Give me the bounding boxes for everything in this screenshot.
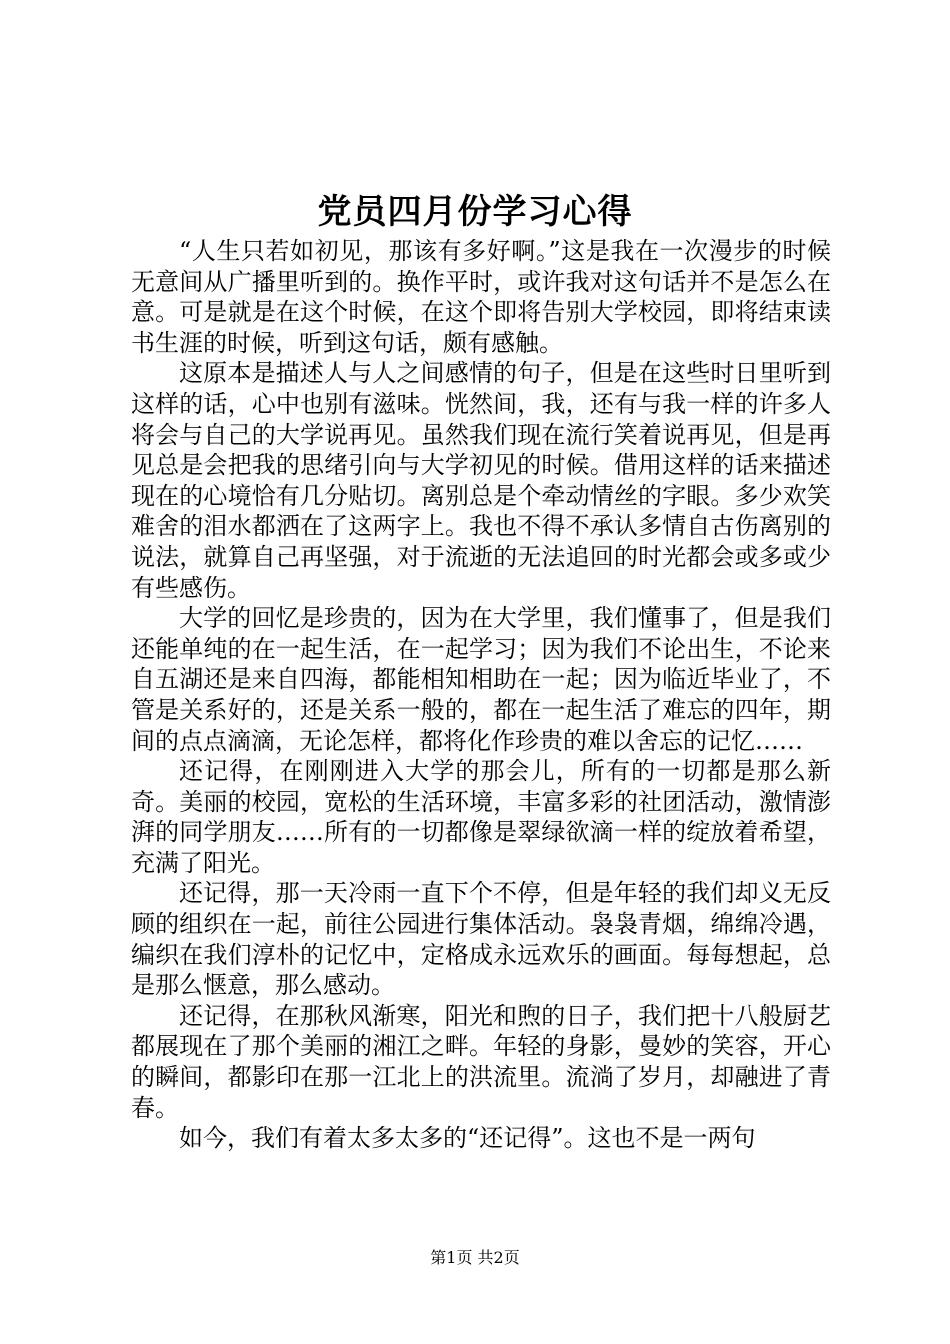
- paragraph: 还记得，在刚刚进入大学的那会儿，所有的一切都是那么新奇。美丽的校园，宽松的生活环境，丰富多彩的社团活动，激情澎湃的同学朋友……所有的一切都像是翠绿欲滴一样的绽放着希望，充满了阳光。: [131, 757, 831, 877]
- document-body: [131, 236, 831, 1154]
- paragraph: “人生只若如初见，那该有多好啊。”这是我在一次漫步的时候无意间从广播里听到的。换作平时，或许我对这句话并不是怎么在意。可是就是在这个时候，在这个即将告别大学校园，即将结束读书生涯的时候，听到这句话，颇有感触。: [131, 237, 831, 357]
- document-title: 党员四月份学习心得: [317, 192, 633, 232]
- page-footer: 第1页 共2页: [430, 1248, 520, 1267]
- paragraph: 这原本是描述人与人之间感情的句子，但是在这些时日里听到这样的话，心中也别有滋味。恍然间，我，还有与我一样的许多人将会与自己的大学说再见。虽然我们现在流行笑着说再见，但是再见总是会把我的思绪引向与大学初见的时候。借用这样的话来描述现在的心境恰有几分贴切。离别总是个牵动情丝的字眼。多少欢笑难舍的泪水都洒在了这两字上。我也不得不承认多情自古伤离别的说法，就算自己再坚强，对于流逝的无法追回的时光都会或多或少有些感伤。: [131, 359, 831, 602]
- paragraph: 还记得，那一天冷雨一直下个不停，但是年轻的我们却义无反顾的组织在一起，前往公园进行集体活动。袅袅青烟，绵绵冷遇，编织在我们淳朴的记忆中，定格成永远欢乐的画面。每每想起，总是那么惬意，那么感动。: [131, 879, 831, 1000]
- paragraph: 如今，我们有着太多太多的“还记得”。这也不是一两句: [179, 1124, 756, 1153]
- paragraph: 还记得，在那秋风渐寒，阳光和煦的日子，我们把十八般厨艺都展现在了那个美丽的湘江之畔。年轻的身影，曼妙的笑容，开心的瞬间，都影印在那一江北上的洪流里。流淌了岁月，却融进了青春。: [131, 1001, 831, 1122]
- paragraph: 大学的回忆是珍贵的，因为在大学里，我们懂事了，但是我们还能单纯的在一起生活，在一起学习；因为我们不论出生，不论来自五湖还是来自四海，都能相知相助在一起；因为临近毕业了，不管是关系好的，还是关系一般的，都在一起生活了难忘的四年，期间的点点滴滴，无论怎样，都将化作珍贵的难以舍忘的记忆……: [131, 604, 831, 755]
